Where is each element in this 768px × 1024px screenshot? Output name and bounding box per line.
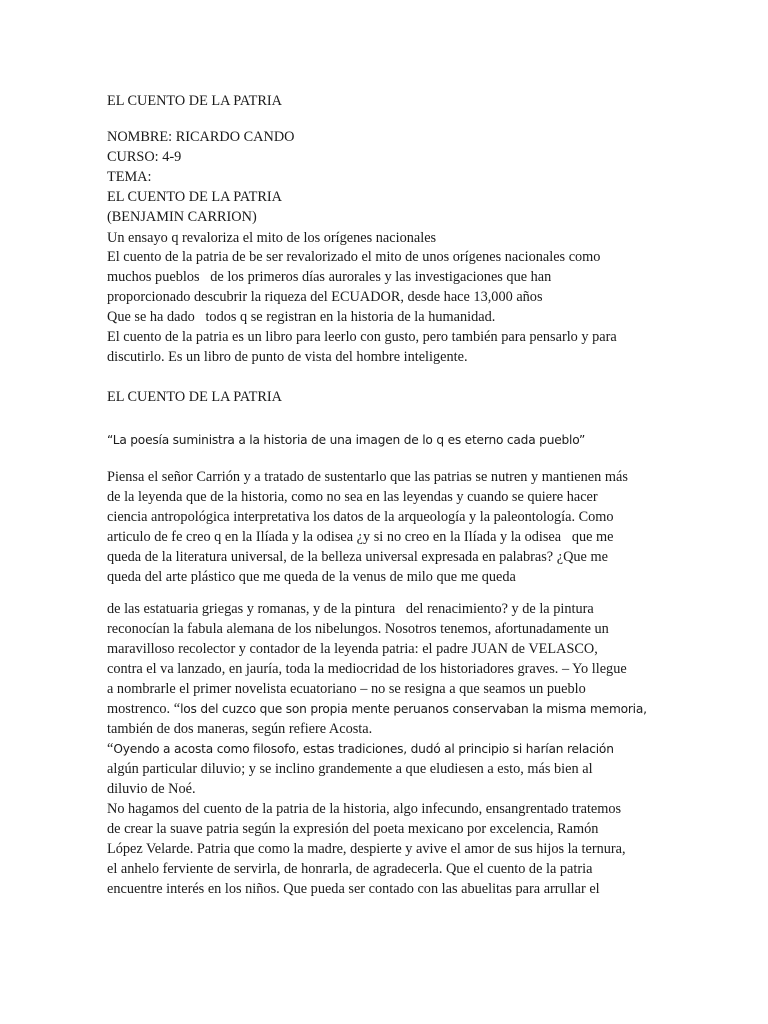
paragraph-line: de la leyenda que de la historia, como no sea en las leyendas y cuando se quiere hacer (107, 489, 598, 505)
serif-fragment: mostrenco. “ (107, 701, 181, 717)
paragraph-line: queda del arte plástico que me queda de la venus de milo que me queda (107, 569, 516, 585)
paragraph-line: contra el va lanzado, en jauría, toda la mediocridad de los historiadores graves. – Yo llegue (107, 661, 627, 677)
paragraph-line: Piensa el señor Carrión y a tratado de sustentarlo que las patrias se nutren y mantienen más (107, 469, 628, 485)
section-title: EL CUENTO DE LA PATRIA (107, 389, 283, 405)
intro-line: muchos pueblos de los primeros días aurorales y las investigaciones que han (107, 269, 552, 285)
paragraph-line: ciencia antropológica interpretativa los datos de la arqueología y la paleontología. Como (107, 509, 614, 525)
paragraph-line: diluvio de Noé. (107, 781, 196, 797)
intro-line: El cuento de la patria es un libro para leerlo con gusto, pero también para pensarlo y para (107, 329, 617, 345)
paragraph-line: encuentre interés en los niños. Que pueda ser contado con las abuelitas para arrullar el (107, 881, 600, 897)
intro-line: Que se ha dado todos q se registran en la historia de la humanidad. (107, 309, 496, 325)
paragraph-line: a nombrarle el primer novelista ecuatoriano – no se resigna a que seamos un pueblo (107, 681, 586, 697)
intro-line: proporcionado descubrir la riqueza del ECUADOR, desde hace 13,000 años (107, 289, 543, 305)
intro-line: discutirlo. Es un libro de punto de vista del hombre inteligente. (107, 349, 468, 365)
paragraph-line: maravilloso recolector y contador de la leyenda patria: el padre JUAN de VELASCO, (107, 641, 598, 657)
paragraph-line: también de dos maneras, según refiere Acosta. (107, 721, 373, 737)
topic-title: EL CUENTO DE LA PATRIA (107, 189, 283, 205)
serif-fragment: “ (107, 741, 114, 757)
mixed-font-line (107, 739, 614, 759)
sans-fragment: Oyendo a acosta como filosofo, estas tradiciones, dudó al principio si harían relación (113, 742, 614, 756)
sans-fragment: los del cuzco que son propia mente peruanos conservaban la misma memoria, (180, 702, 647, 716)
paragraph-line: No hagamos del cuento de la patria de la historia, algo infecundo, ensangrentado tratemos (107, 801, 622, 817)
topic-label: TEMA: (107, 169, 152, 185)
topic-author: (BENJAMIN CARRION) (107, 209, 257, 225)
paragraph-line: el anhelo ferviente de servirla, de honrarla, de agradecerla. Que el cuento de la patria (107, 861, 593, 877)
intro-line: Un ensayo q revaloriza el mito de los orígenes nacionales (107, 230, 437, 246)
document-title: EL CUENTO DE LA PATRIA (107, 93, 283, 109)
intro-line: El cuento de la patria de be ser revalorizado el mito de unos orígenes nacionales como (107, 249, 601, 265)
student-name: NOMBRE: RICARDO CANDO (107, 129, 295, 145)
course: CURSO: 4-9 (107, 149, 182, 165)
paragraph-line: de crear la suave patria según la expresión del poeta mexicano por excelencia, Ramón (107, 821, 599, 837)
mixed-font-line (107, 699, 647, 719)
paragraph-line: articulo de fe creo q en la Ilíada y la odisea ¿y si no creo en la Ilíada y la odisea que me (107, 529, 614, 545)
paragraph-line: queda de la literatura universal, de la belleza universal expresada en palabras? ¿Que me (107, 549, 608, 565)
paragraph-line: López Velarde. Patria que como la madre, despierte y avive el amor de sus hijos la ternura, (107, 841, 626, 857)
epigraph-quote: “La poesía suministra a la historia de una imagen de lo q es eterno cada pueblo” (107, 433, 586, 447)
paragraph-line: algún particular diluvio; y se inclino grandemente a que eludiesen a esto, más bien al (107, 761, 593, 777)
paragraph-line: de las estatuaria griegas y romanas, y de la pintura del renacimiento? y de la pintura (107, 601, 594, 617)
paragraph-line: reconocían la fabula alemana de los nibelungos. Nosotros tenemos, afortunadamente un (107, 621, 609, 637)
